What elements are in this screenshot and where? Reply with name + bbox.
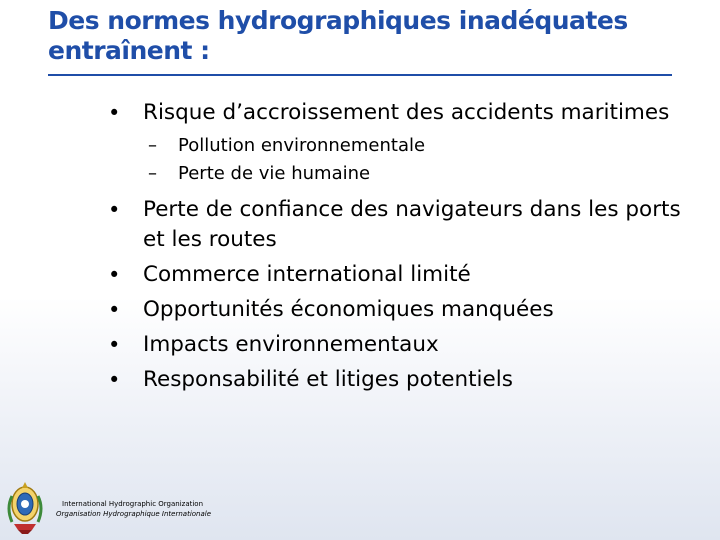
bullet-item: [108, 260, 708, 290]
bullet-dot-icon: •: [108, 368, 121, 392]
slide-title: Des normes hydrographiques inadéquates entraînent :: [48, 6, 628, 65]
sub-bullet-dash-icon: –: [148, 163, 157, 184]
bullet-item: [108, 195, 708, 255]
bullet-dot-icon: •: [108, 298, 121, 322]
sub-bullet-item: [108, 159, 708, 189]
bullet-dot-icon: •: [108, 263, 121, 287]
bullet-item: [108, 365, 708, 395]
bullet-dot-icon: •: [108, 333, 121, 357]
bullet-list: [108, 98, 708, 400]
footer-organization: [56, 499, 211, 519]
bullet-item: [108, 295, 708, 325]
bullet-text: Impacts environnementaux: [143, 332, 439, 357]
bullet-text: Opportunités économiques manquées: [143, 297, 554, 322]
title-underline: [48, 74, 672, 76]
bullet-text: Risque d’accroissement des accidents maritimes: [143, 100, 670, 125]
footer-org-fr: Organisation Hydrographique Internationale: [56, 510, 212, 518]
sub-bullet-text: Perte de vie humaine: [178, 163, 371, 184]
bullet-text: Responsabilité et litiges potentiels: [143, 367, 513, 392]
sub-bullet-dash-icon: –: [148, 135, 157, 156]
bullet-text: Perte de confiance des navigateurs dans les ports et les routes: [143, 197, 681, 252]
bullet-dot-icon: •: [108, 198, 121, 222]
iho-emblem-icon: [4, 478, 46, 536]
bullet-item: [108, 98, 708, 128]
footer-org-en: International Hydrographic Organization: [62, 500, 204, 508]
bullet-dot-icon: •: [108, 101, 121, 125]
bullet-text: Commerce international limité: [143, 262, 471, 287]
sub-bullet-item: [108, 131, 708, 161]
bullet-item: [108, 330, 708, 360]
sub-bullet-text: Pollution environnementale: [178, 135, 426, 156]
